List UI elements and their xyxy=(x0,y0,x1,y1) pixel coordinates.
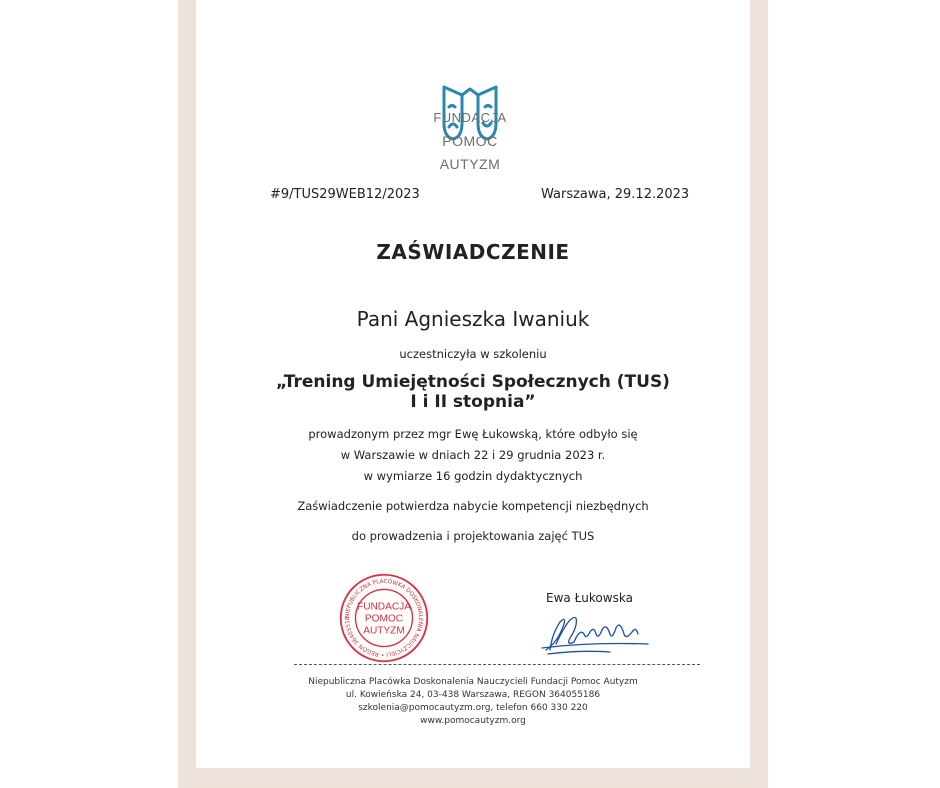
svg-text:NIEPUBLICZNA PLACÓWKA DOSKONAL: NIEPUBLICZNA PLACÓWKA DOSKONALENIA NAUCZYCIELI • REGON 36405518 xyxy=(344,578,424,657)
details-line-2: w Warszawie w dniach 22 i 29 grudnia 2023 r. xyxy=(340,448,606,462)
footer-website[interactable]: www.pomocautyzm.org xyxy=(420,716,526,726)
logo-line-1: FUNDACJA xyxy=(433,110,507,125)
footer-line-3: szkolenia@pomocautyzm.org, telefon 660 330 220 xyxy=(358,703,588,713)
footer-line-1: Niepubliczna Placówka Doskonalenia Nauczycieli Fundacji Pomoc Autyzm xyxy=(308,677,638,687)
footer-line-2: ul. Kowieńska 24, 03-438 Warszawa, REGON 364055186 xyxy=(345,690,601,700)
confirmation-line-1: Zaświadczenie potwierdza nabycie kompetencji niezbędnych xyxy=(297,499,649,513)
details-line-3: w wymiarze 16 godzin dydaktycznych xyxy=(363,469,583,483)
handwritten-signature xyxy=(540,604,650,656)
confirmation-line-2: do prowadzenia i projektowania zajęć TUS xyxy=(351,529,595,543)
course-title-line-1: „Trening Umiejętności Społecznych (TUS) xyxy=(276,372,670,392)
svg-text:POMOC: POMOC xyxy=(364,613,404,625)
logo-line-3: AUTYZM xyxy=(439,156,501,172)
svg-text:AUTYZM: AUTYZM xyxy=(363,625,405,637)
signer-name: Ewa Łukowska xyxy=(546,591,633,605)
course-title-line-2: I i II stopnia” xyxy=(410,392,536,412)
institution-stamp xyxy=(338,572,430,664)
document-title: ZAŚWIADCZENIE xyxy=(376,240,570,264)
details-line-1: prowadzonym przez mgr Ewę Łukowską, które odbyło się xyxy=(308,427,638,441)
place-date: Warszawa, 29.12.2023 xyxy=(541,187,690,202)
participation-text: uczestniczyła w szkoleniu xyxy=(399,347,547,361)
recipient-name: Pani Agnieszka Iwaniuk xyxy=(356,307,590,331)
svg-text:FUNDACJA: FUNDACJA xyxy=(357,601,411,613)
reference-number: #9/TUS29WEB12/2023 xyxy=(270,187,420,202)
footer-divider xyxy=(294,664,700,665)
logo-line-2: POMOC xyxy=(442,133,498,149)
